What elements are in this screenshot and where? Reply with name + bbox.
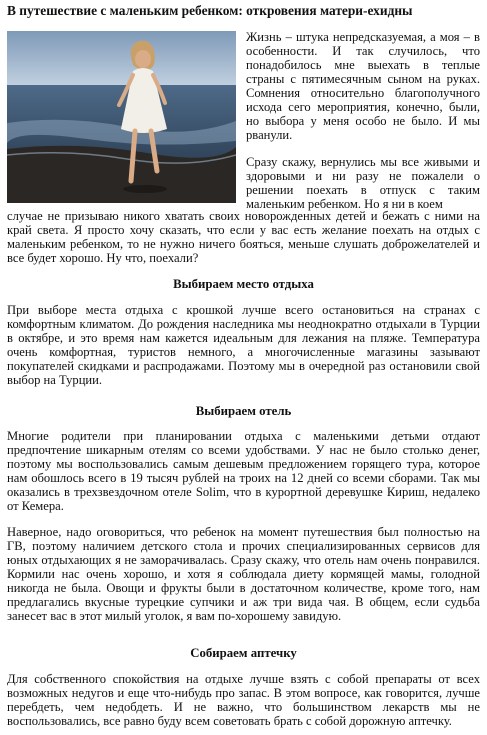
section-paragraph-destination: При выборе места отдыха с крошкой лучше всего остановиться на странах с комфортным климатом. До рождения наследника мы неоднократно отдыхали в Турции в октябре, и это время нам кажется идеальным для лежания на пляже. Температура очень комфортная, туристов немного, а многочисленные магазины зазывают покупателей скидками и распродажами. Поэтому мы в очередной раз остановили свой выбор на Турции.	[7, 303, 480, 387]
section-paragraph-first-aid-kit: Для собственного спокойствия на отдыхе лучше взять с собой препараты от всех возможных недугов и еще что-нибудь про запас. В этом вопросе, как говорится, лучше перебдеть, чем недобдеть. И не важно, что большинством лекарств мы не воспользовались, все равно буду всем советовать брать с собой дорожную аптечку.	[7, 672, 480, 728]
beach-girl-illustration	[7, 31, 236, 203]
section-paragraph-hotel-2: Наверное, надо оговориться, что ребенок на момент путешествия был полностью на ГВ, поэтому наличием детского стола и прочих специализированных сервисов для юных отдыхающих я не заморачивалась. Сразу скажу, что отель нам очень понравился. Кормили нас очень хорошо, и хотя я соблюдала диету кормящей мамы, голодной никогда не была. Овощи и фрукты были в достаточном количестве, кроме того, нам предлагались вкусные турецкие супчики и аж три вида чая. В общем, если судьба занесет вас в этот милый уголок, я вам по-хорошему завидую.	[7, 525, 480, 623]
article-title: В путешествие с маленьким ребенком: откровения матери-ехидны	[7, 3, 413, 18]
article-photo	[7, 31, 236, 203]
section-heading-destination: Выбираем место отдыха	[173, 277, 314, 291]
section-paragraph-hotel-1: Многие родители при планировании отдыха с маленькими детьми отдают предпочтение шикарным отелям со всеми удобствами. У нас не было столько денег, поэтому мы воспользовались самым дешевым предложением горящего тура, которое нам обошлось всего в 19 тысяч рублей на троих на 12 дней со всеми сборами. Так мы оказались в трехзвездочном отеле Solim, что в курортной деревушке Кириш, недалеко от Кемера.	[7, 429, 480, 513]
section-heading-hotel: Выбираем отель	[195, 404, 292, 418]
section-heading-first-aid-kit: Собираем аптечку	[190, 646, 297, 660]
second-paragraph-end: случае не призываю никого хватать своих новорожденных детей и бежать с ними на край света. Я просто хочу сказать, что если у вас есть желание поехать на отдых с маленьким ребенком, то не нужно ничего бояться, меньше слушать доброжелателей и все будет хорошо. Ну что, поехали?	[7, 209, 480, 265]
second-paragraph-start: Сразу скажу, вернулись мы все живыми и здоровыми и ни разу не пожалели о решении поехать в отпуск с таким маленьким ребенком. Но я ни в коем	[246, 155, 480, 211]
intro-paragraph: Жизнь – штука непредсказуемая, а моя – в особенности. И так случилось, что понадобилось мне выехать в теплые страны с пятимесячным сыном на руках. Сомнения относительно благополучного исхода сего мероприятия, конечно, были, но выбора у меня особо не было. И мы рванули.	[246, 30, 480, 142]
